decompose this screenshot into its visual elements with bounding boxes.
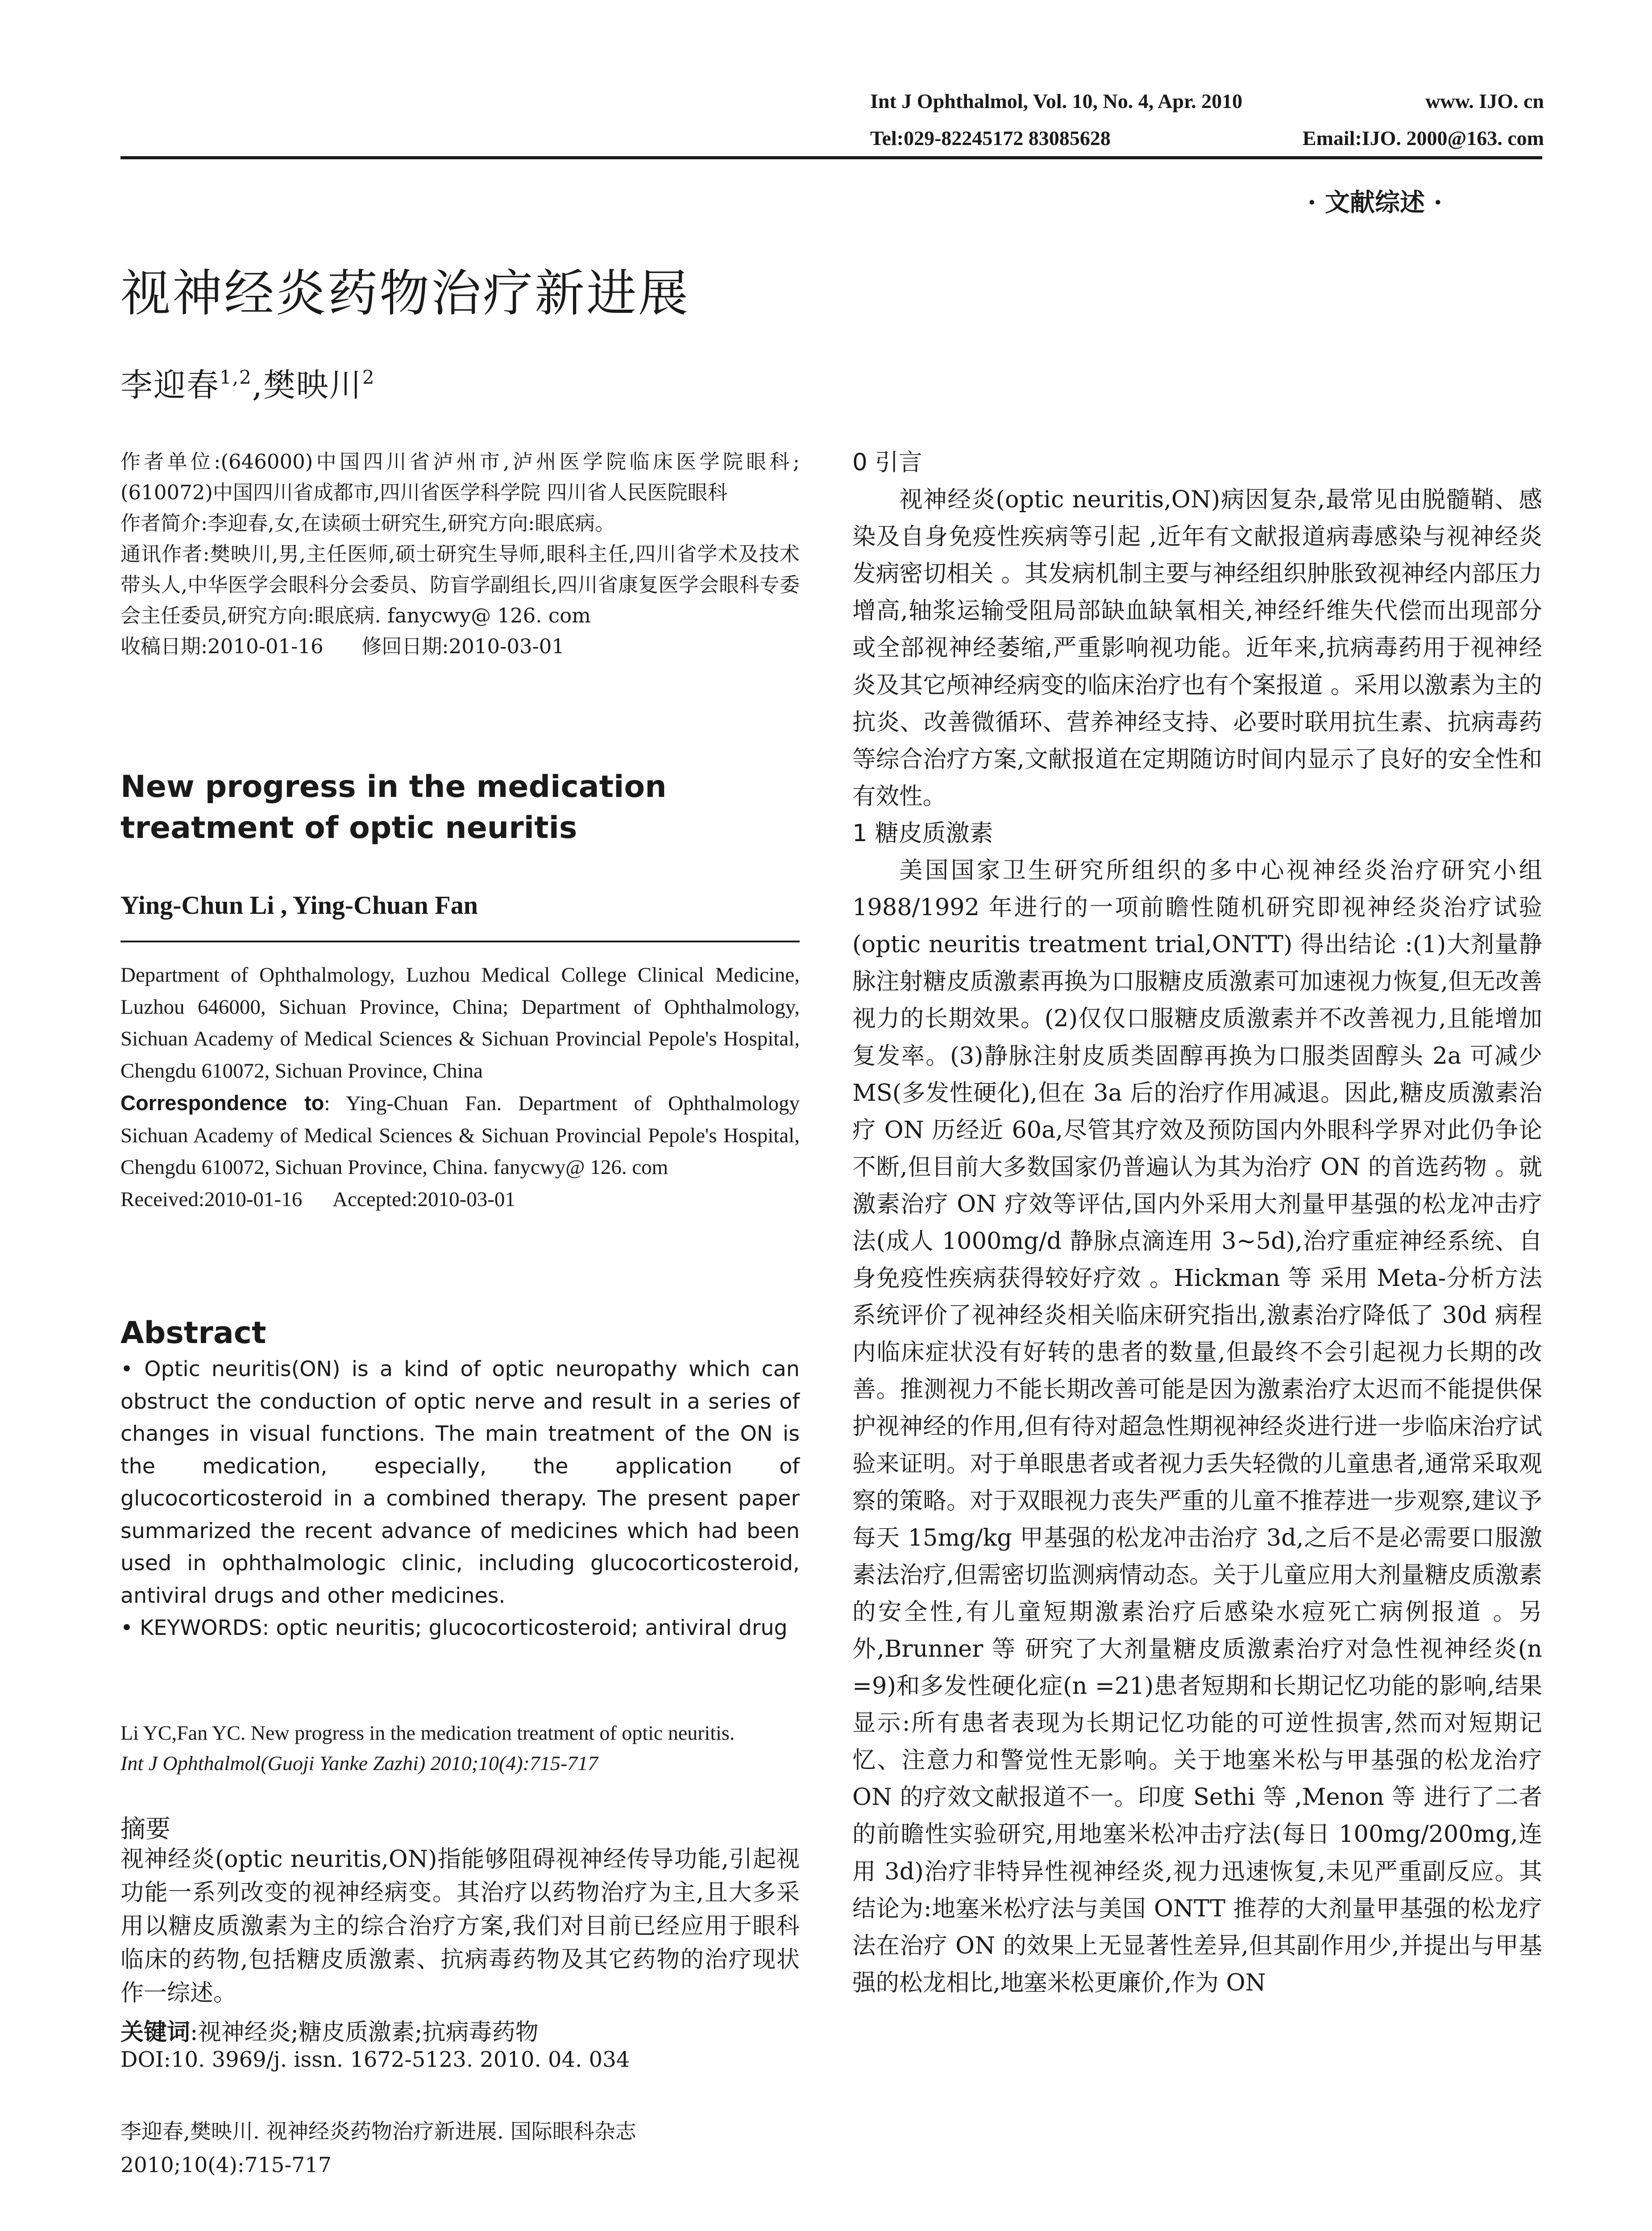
section-0-paragraph: 视神经炎(optic neuritis,ON)病因复杂,最常见由脱髓鞘、感染及自身免疫性疾病等引起 ,近年有文献报道病毒感染与视神经炎发病密切相关 。其发病机制主要与神经组织肿胀致视神经内部压力增高,轴浆运输受阻局部缺血缺氧相关,神经纤维失代偿而出现部分或全部视神经萎缩,严重影响视功能。近年来,抗病毒药用于视神经炎及其它颅神经病变的临床治疗也有个案报道 。采用以激素为主的抗炎、改善微循环、营养神经支持、必要时联用抗生素、抗病毒药等综合治疗方案,文献报道在定期随访时间内显示了良好的安全性和有效性。: [852, 486, 1542, 810]
abstract-heading: Abstract: [120, 1315, 266, 1351]
author-1-affiliation: 1,2: [220, 366, 252, 388]
keywords-en: • KEYWORDS: optic neuritis; glucocorticosteroid; antiviral drug: [120, 1616, 788, 1640]
section-1-paragraph: 美国国家卫生研究所组织的多中心视神经炎治疗研究小组 1988/1992 年进行的一项前瞻性随机研究即视神经炎治疗试验(optic neuritis treatment trial,ONTT) 得出结论 :(1)大剂量静脉注射糖皮质激素再换为口服糖皮质激素可加速视力恢复,但无改善视力的长期效果。(2)仅仅口服糖皮质激素并不改善视力,且能增加复发率。(3)静脉注射皮质类固醇再换为口服类固醇头 2a 可减少 MS(多发性硬化),但在 3a 后的治疗作用减退。因此,糖皮质激素治疗 ON 历经近 60a,尽管其疗效及预防国内外眼科学界对此仍争论不断,但目前大多数国家仍普遍认为其为治疗 ON 的首选药物 。就激素治疗 ON 疗效等评估,国内外采用大剂量甲基强的松龙冲击疗法(成人 1000mg/d 静脉点滴连用 3~5d),治疗重症神经系统、自身免疫性疾病获得较好疗效 。Hickman 等 采用 Meta-分析方法系统评价了视神经炎相关临床研究指出,激素治疗降低了 30d 病程内临床症状没有好转的患者的数量,但最终不会引起视力长期的改善。推测视力不能长期改善可能是因为激素治疗太迟而不能提供保护视神经的作用,但有待对超急性期视神经炎进行进一步临床治疗试验来证明。对于单眼患者或者视力丢失轻微的儿童患者,通常采取观察的策略。对于双眼视力丧失严重的儿童不推荐进一步观察,建议予每天 15mg/kg 甲基强的松龙冲击治疗 3d,之后不是必需要口服激素法治疗,但需密切监测病情动态。关于儿童应用大剂量糖皮质激素的安全性,有儿童短期激素治疗后感染水痘死亡病例报道 。另外,Brunner 等 研究了大剂量糖皮质激素治疗对急性视神经炎(n =9)和多发性硬化症(n =21)患者短期和长期记忆功能的影响,结果显示:所有患者表现为长期记忆功能的可逆性损害,然而对短期记忆、注意力和警觉性无影响。关于地塞米松与甲基强的松龙治疗 ON 的疗效文献报道不一。印度 Sethi 等 ,Menon 等 进行了二者的前瞻性实验研究,用地塞米松冲击疗法(每日 100mg/200mg,连用 3d)治疗非特异性视神经炎,视力迅速恢复,未见严重副反应。其结论为:地塞米松疗法与美国 ONTT 推荐的大剂量甲基强的松龙疗法在治疗 ON 的效果上无显著性差异,但其副作用少,并提出与甲基强的松龙相比,地塞米松更廉价,作为 ON: [852, 857, 1542, 1996]
author-1-name: 李迎春: [120, 366, 220, 404]
zh-keywords-label: 关键词: [120, 2019, 191, 2046]
journal-tel: Tel:029-82245172 83085628: [870, 127, 1111, 149]
corresponding-author-cn: 通讯作者:樊映川,男,主任医师,硕士研究生导师,眼科主任,四川省学术及技术带头人,中华医学会眼科分会委员、防盲学副组长,四川省康复医学会眼科专委会主任委员,研究方向:眼底病. fanycwy@ 126. com: [120, 542, 800, 627]
citation-en-line2: Int J Ophthalmol(Guoji Yanke Zazhi) 2010;10(4):715-717: [120, 1752, 598, 1775]
article-title-cn: 视神经炎药物治疗新进展: [120, 265, 690, 323]
author-2-affiliation: 2: [362, 366, 375, 388]
zh-keywords-text: :视神经炎;糖皮质激素;抗病毒药物: [190, 2019, 539, 2046]
zh-abstract-text: 视神经炎(optic neuritis,ON)指能够阻碍视神经传导功能,引起视功能一系列改变的视神经病变。其治疗以药物治疗为主,且大多采用以糖皮质激素为主的综合治疗方案,我们对目前已经应用于眼科临床的药物,包括糖皮质激素、抗病毒药物及其它药物的治疗现状作一综述。: [120, 1846, 800, 2007]
author-affiliation-cn: 作者单位:(646000)中国四川省泸州市,泸州医学院临床医学院眼科;(610072)中国四川省成都市,四川省医学科学院 四川省人民医院眼科: [120, 450, 800, 504]
correspondence-label: Correspondence to: [120, 1091, 324, 1115]
authors-cn: [120, 359, 375, 406]
section-tag: · 文献综述 ·: [1307, 188, 1442, 217]
correspondence-text: : Ying-Chuan Fan. Department of Ophthalmology Sichuan Academy of Medical Sciences & Sichuan Provincial Pepole's Hospital, Chengdu 610072, Sichuan Province, China. fanycwy@ 126. com: [120, 1092, 800, 1179]
journal-citation-line: Int J Ophthalmol, Vol. 10, No. 4, Apr. 2010: [870, 90, 1243, 112]
received-dates-cn: 收稿日期:2010-01-16 修回日期:2010-03-01: [120, 634, 565, 658]
section-1-heading: 1 糖皮质激素: [852, 819, 993, 847]
author-2-name: 樊映川: [263, 366, 362, 404]
citation-en: [120, 1718, 800, 1779]
abstract-text: • Optic neuritis(ON) is a kind of optic neuropathy which can obstruct the conduction of optic nerve and result in a series of changes in visual functions. The main treatment of the ON is the medication, especially, the application of glucocorticosteroid in a combined therapy. The present paper summarized the recent advance of medicines which had been used in ophthalmologic clinic, including glucocorticosteroid, antiviral drugs and other medicines.: [120, 1357, 800, 1608]
zh-citation-text: 李迎春,樊映川. 视神经炎药物治疗新进展. 国际眼科杂志 2010;10(4):715-717: [120, 2119, 636, 2177]
authors-rule: [120, 941, 800, 942]
author-info-block: [120, 446, 800, 662]
authors-en: Ying-Chun Li , Ying-Chuan Fan: [120, 891, 478, 920]
doi: DOI:10. 3969/j. issn. 1672-5123. 2010. 04. 034: [120, 2047, 630, 2072]
article-title-en: New progress in the medication treatment of optic neuritis: [120, 769, 667, 846]
abstract-body: [120, 1353, 800, 1645]
affiliation-en: Department of Ophthalmology, Luzhou Medical College Clinical Medicine, Luzhou 646000, Sichuan Province, China; Department of Ophthalmology, Sichuan Academy of Medical Sciences & Sichuan Provincial Pepole's Hospital, Chengdu 610072, Sichuan Province, China: [120, 963, 800, 1082]
author-bio-cn: 作者简介:李迎春,女,在读硕士研究生,研究方向:眼底病。: [120, 511, 615, 535]
zh-citation: [120, 2115, 800, 2182]
zh-keywords: [120, 2013, 800, 2047]
zh-abstract-heading: 摘要: [120, 1815, 170, 1844]
correspondence-en: [120, 1087, 800, 1184]
journal-email: Email:IJO. 2000@163. com: [1302, 127, 1544, 149]
affiliation-en-block: [120, 959, 800, 1215]
body-text-column: [852, 444, 1542, 2001]
author-separator: ,: [252, 366, 263, 404]
citation-en-line1: Li YC,Fan YC. New progress in the medication treatment of optic neuritis.: [120, 1721, 735, 1744]
received-dates-en: Received:2010-01-16 Accepted:2010-03-01: [120, 1187, 515, 1211]
section-0-heading: 0 引言: [852, 449, 922, 476]
journal-website: www. IJO. cn: [1425, 90, 1544, 112]
zh-abstract-body: [120, 1843, 800, 2010]
header-rule: [120, 156, 1542, 159]
